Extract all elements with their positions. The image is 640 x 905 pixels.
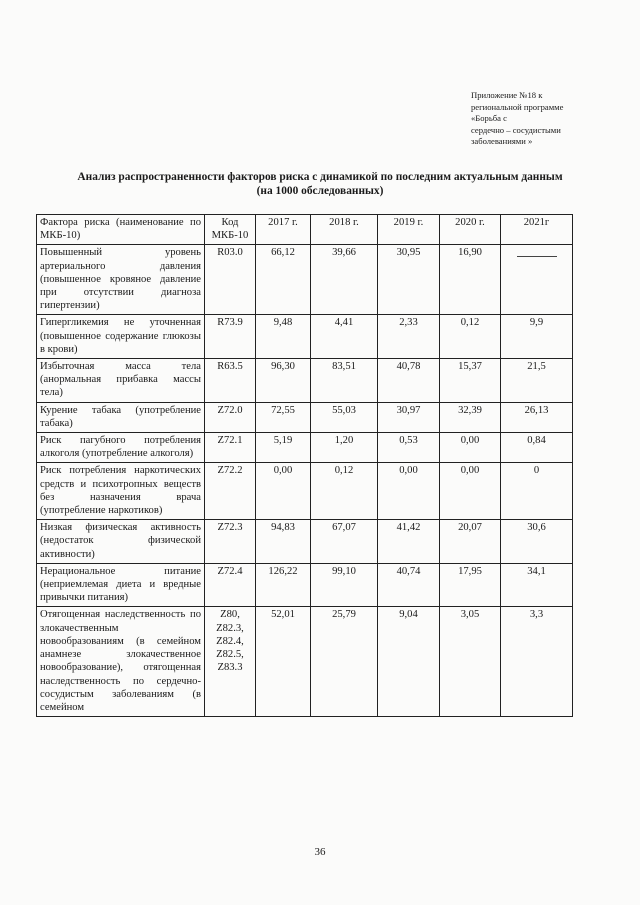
value-2021: 34,1 [501,563,573,607]
value-2019: 41,42 [378,520,440,564]
code-cell: Z80, Z82.3, Z82.4, Z82.5, Z83.3 [205,607,256,717]
appendix-line: «Борьба с [471,113,507,123]
dash-mark [517,256,557,257]
header-row [37,215,573,245]
value-2021: 30,6 [501,520,573,564]
table-row [37,563,573,607]
value-2021: 0 [501,463,573,520]
value-2017: 96,30 [256,359,311,403]
table-row [37,402,573,432]
value-2019: 40,78 [378,359,440,403]
value-2019: 0,53 [378,433,440,463]
appendix-note [471,90,621,148]
factor-cell: Курение табака (употребление табака) [37,402,205,432]
value-2021-empty [501,245,573,315]
factor-cell: Риск пагубного потребления алкоголя (употребление алкоголя) [37,433,205,463]
code-cell: R03.0 [205,245,256,315]
value-2019: 30,95 [378,245,440,315]
table-row [37,245,573,315]
appendix-line: региональной программе [471,101,564,112]
factor-cell: Риск потребления наркотических средств и психотропных веществ без назначения врача (употребление наркотиков) [37,463,205,520]
value-2017: 5,19 [256,433,311,463]
value-2018: 0,12 [311,463,378,520]
value-2020: 15,37 [440,359,501,403]
title-line-2: (на 1000 обследованных) [256,185,384,197]
value-2020: 20,07 [440,520,501,564]
value-2021: 9,9 [501,315,573,359]
value-2017: 52,01 [256,607,311,717]
value-2020: 0,00 [440,433,501,463]
value-2018: 67,07 [311,520,378,564]
value-2017: 0,00 [256,463,311,520]
table-row [37,433,573,463]
table-row [37,520,573,564]
value-2020: 17,95 [440,563,501,607]
risk-factors-table [36,214,573,717]
value-2017: 94,83 [256,520,311,564]
appendix-line: заболеваниями » [471,136,533,146]
value-2019: 40,74 [378,563,440,607]
document-title [20,170,620,198]
value-2018: 99,10 [311,563,378,607]
header-2019: 2019 г. [378,215,440,245]
table-row [37,315,573,359]
appendix-line: сердечно – сосудистыми [471,124,561,135]
factor-cell: Низкая физическая активность (недостаток физической активности) [37,520,205,564]
code-cell: Z72.0 [205,402,256,432]
header-factor: Фактора риска (наименование по МКБ-10) [37,215,205,245]
value-2021: 21,5 [501,359,573,403]
value-2020: 0,00 [440,463,501,520]
header-2018: 2018 г. [311,215,378,245]
value-2018: 83,51 [311,359,378,403]
value-2017: 66,12 [256,245,311,315]
value-2019: 30,97 [378,402,440,432]
value-2018: 4,41 [311,315,378,359]
title-line-1: Анализ распространенности факторов риска с динамикой по последним актуальным данным [77,171,563,183]
factor-cell: Гипергликемия не уточненная (повышенное содержание глюкозы в крови) [37,315,205,359]
value-2018: 25,79 [311,607,378,717]
table-row [37,359,573,403]
code-cell: Z72.4 [205,563,256,607]
value-2019: 9,04 [378,607,440,717]
value-2018: 1,20 [311,433,378,463]
appendix-line: Приложение №18 к [471,90,543,100]
header-code: Код МКБ-10 [205,215,256,245]
value-2019: 0,00 [378,463,440,520]
header-2021: 2021г [501,215,573,245]
code-cell: R73.9 [205,315,256,359]
value-2021: 26,13 [501,402,573,432]
factor-cell: Отягощенная наследственность по злокачественным новообразованиям (в семейном анамнезе злокачественное новообразование), отягощенная наследственность по сердечно-сосудистым заболеваниям (в семейном [37,607,205,717]
factor-cell: Повышенный уровень артериального давления (повышенное кровяное давление при отсутствии диагноза гипертензии) [37,245,205,315]
value-2021: 3,3 [501,607,573,717]
value-2020: 0,12 [440,315,501,359]
value-2017: 72,55 [256,402,311,432]
code-cell: R63.5 [205,359,256,403]
table-row [37,607,573,717]
value-2018: 55,03 [311,402,378,432]
factor-cell: Нерациональное питание (неприемлемая диета и вредные привычки питания) [37,563,205,607]
code-cell: Z72.3 [205,520,256,564]
value-2018: 39,66 [311,245,378,315]
value-2021: 0,84 [501,433,573,463]
header-2020: 2020 г. [440,215,501,245]
header-2017: 2017 г. [256,215,311,245]
value-2020: 32,39 [440,402,501,432]
code-cell: Z72.2 [205,463,256,520]
value-2017: 9,48 [256,315,311,359]
code-cell: Z72.1 [205,433,256,463]
table-row [37,463,573,520]
value-2020: 16,90 [440,245,501,315]
value-2020: 3,05 [440,607,501,717]
factor-cell: Избыточная масса тела (анормальная прибавка массы тела) [37,359,205,403]
value-2017: 126,22 [256,563,311,607]
value-2019: 2,33 [378,315,440,359]
page-number: 36 [314,846,326,858]
